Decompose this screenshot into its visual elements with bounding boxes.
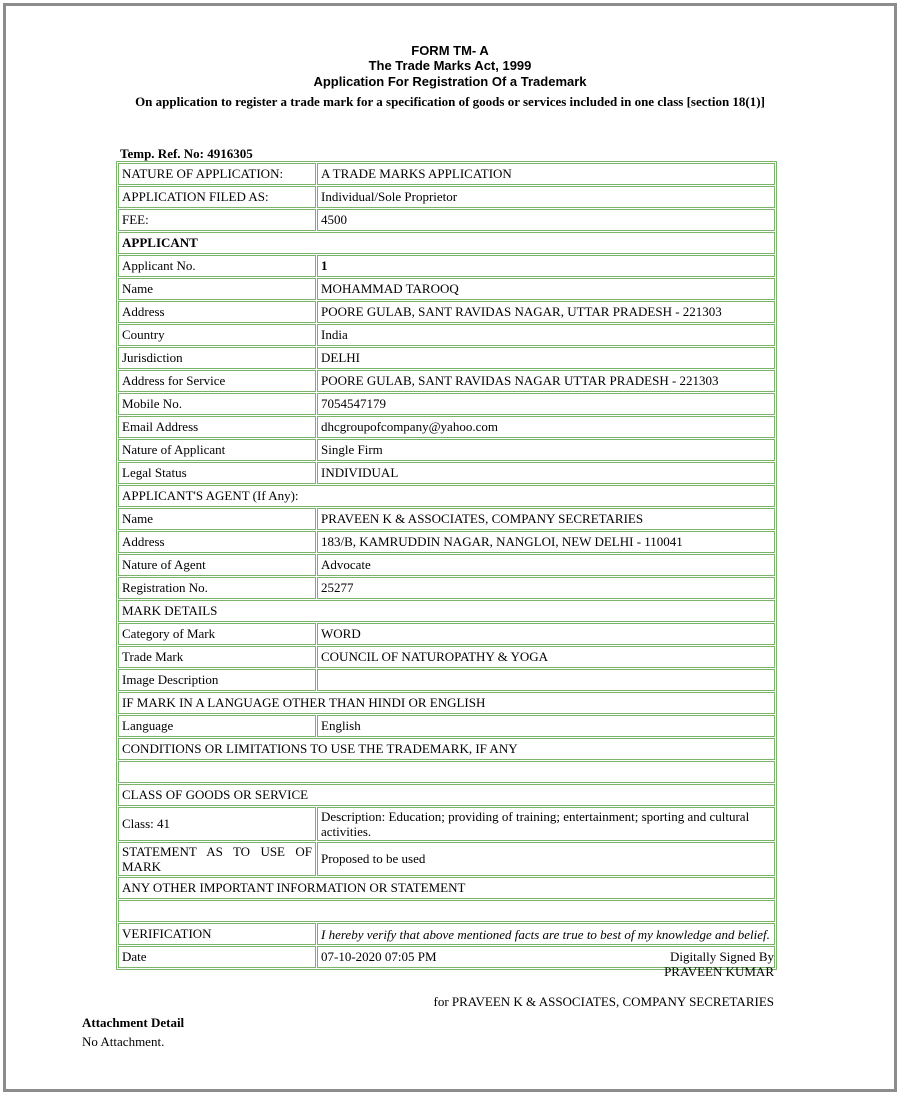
act-title: The Trade Marks Act, 1999 [368,58,532,73]
section-heading: APPLICANT'S AGENT (If Any): [118,485,775,507]
row-label: Mobile No. [118,393,316,415]
application-table [116,161,777,970]
table-row [118,255,775,277]
form-number: FORM TM- A [411,43,489,58]
row-label: Address for Service [118,370,316,392]
row-label: Image Description [118,669,316,691]
row-value: POORE GULAB, SANT RAVIDAS NAGAR UTTAR PRADESH - 221303 [317,370,775,392]
row-label: APPLICATION FILED AS: [118,186,316,208]
row-value: MOHAMMAD TAROOQ [317,278,775,300]
row-value: 07-10-2020 07:05 PM [317,946,775,968]
row-label: Name [118,278,316,300]
row-label: Email Address [118,416,316,438]
table-row [118,209,775,231]
spacer-cell [118,761,775,783]
spacer-cell [118,900,775,922]
table-row [118,923,775,945]
table-row [118,324,775,346]
row-value: 183/B, KAMRUDDIN NAGAR, NANGLOI, NEW DELHI - 110041 [317,531,775,553]
table-row [118,577,775,599]
row-value: Single Firm [317,439,775,461]
section-heading: CONDITIONS OR LIMITATIONS TO USE THE TRADEMARK, IF ANY [118,738,775,760]
row-label: Language [118,715,316,737]
row-value: Description: Education; providing of training; entertainment; sporting and cultural activities. [317,807,775,841]
table-row [118,186,775,208]
row-value: 4500 [317,209,775,231]
attachment-text: No Attachment. [82,1034,165,1049]
row-label: NATURE OF APPLICATION: [118,163,316,185]
table-row [118,278,775,300]
section-heading: IF MARK IN A LANGUAGE OTHER THAN HINDI OR ENGLISH [118,692,775,714]
table-row [118,646,775,668]
row-value: DELHI [317,347,775,369]
table-row [118,416,775,438]
table-row [118,163,775,185]
form-subtitle: On application to register a trade mark for a specification of goods or services included in one class [section 18(1)] [135,94,765,109]
table-row [118,462,775,484]
signature-line-1: Digitally Signed By [670,949,774,964]
row-label: Legal Status [118,462,316,484]
row-label: Trade Mark [118,646,316,668]
row-value: dhcgroupofcompany@yahoo.com [317,416,775,438]
row-value: COUNCIL OF NATUROPATHY & YOGA [317,646,775,668]
row-label: Registration No. [118,577,316,599]
row-value: INDIVIDUAL [317,462,775,484]
section-heading: MARK DETAILS [118,600,775,622]
row-value: 25277 [317,577,775,599]
temp-ref-number: Temp. Ref. No: 4916305 [120,146,253,161]
row-value: WORD [317,623,775,645]
table-row [118,554,775,576]
attachment-heading: Attachment Detail [82,1015,185,1030]
table-row [118,715,775,737]
row-value: A TRADE MARKS APPLICATION [317,163,775,185]
row-label: STATEMENT AS TO USE OF MARK [118,842,316,876]
table-row [118,842,775,876]
row-label: Date [118,946,316,968]
row-label: VERIFICATION [118,923,316,945]
row-value: 1 [317,255,775,277]
table-row [118,623,775,645]
row-label: Address [118,531,316,553]
form-title: Application For Registration Of a Trademark [313,74,587,89]
row-value: PRAVEEN K & ASSOCIATES, COMPANY SECRETARIES [317,508,775,530]
table-row [118,669,775,691]
section-row [118,877,775,899]
row-value: 7054547179 [317,393,775,415]
signature-firm: for PRAVEEN K & ASSOCIATES, COMPANY SECRETARIES [433,994,774,1009]
row-value: Advocate [317,554,775,576]
table-row [118,347,775,369]
table-row [118,531,775,553]
row-value: POORE GULAB, SANT RAVIDAS NAGAR, UTTAR PRADESH - 221303 [317,301,775,323]
row-label: Country [118,324,316,346]
row-label: Category of Mark [118,623,316,645]
section-row [118,600,775,622]
row-value: Individual/Sole Proprietor [317,186,775,208]
row-label: Jurisdiction [118,347,316,369]
table-row [118,370,775,392]
row-value: English [317,715,775,737]
section-heading: CLASS OF GOODS OR SERVICE [118,784,775,806]
section-row [118,738,775,760]
table-row [118,807,775,841]
row-label: Class: 41 [118,807,316,841]
row-value [317,669,775,691]
table-row [118,393,775,415]
row-label: Nature of Agent [118,554,316,576]
row-label: Applicant No. [118,255,316,277]
spacer-row [118,900,775,922]
table-row [118,508,775,530]
row-label: Address [118,301,316,323]
section-row [118,485,775,507]
row-value: India [317,324,775,346]
section-row [118,232,775,254]
table-row [118,301,775,323]
row-label: Name [118,508,316,530]
row-value: I hereby verify that above mentioned facts are true to best of my knowledge and belief. [317,923,775,945]
section-heading: APPLICANT [118,232,775,254]
spacer-row [118,761,775,783]
section-row [118,784,775,806]
row-label: FEE: [118,209,316,231]
table-row [118,439,775,461]
section-row [118,692,775,714]
row-value: Proposed to be used [317,842,775,876]
section-heading: ANY OTHER IMPORTANT INFORMATION OR STATEMENT [118,877,775,899]
row-label: Nature of Applicant [118,439,316,461]
signature-name: PRAVEEN KUMAR [664,964,774,979]
